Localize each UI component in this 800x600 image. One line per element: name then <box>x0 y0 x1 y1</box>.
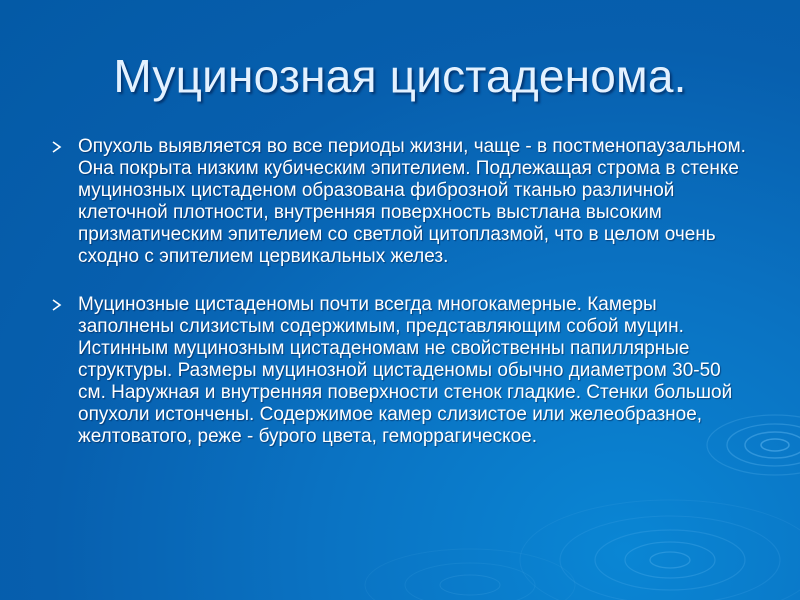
list-item <box>48 294 748 448</box>
slide-title: Муцинозная цистаденома. <box>113 50 687 102</box>
bullet-text: Опухоль выявляется во все периоды жизни, чаще - в постменопаузальном. Она покрыта низким кубическим эпителием. Подлежащая строма в стенке муцинозных цистаденом образована фиброзной тканью различной клеточной плотности, внутренняя поверхность выстлана высоким призматическим эпителием со светлой цитоплазмой, что в целом очень сходно с эпителием цервикальных желез. <box>78 136 746 267</box>
arrowhead-bullet-icon <box>48 136 78 153</box>
arrowhead-bullet-icon <box>48 294 78 311</box>
list-item <box>48 136 748 268</box>
bullet-list <box>48 136 748 474</box>
bullet-text: Муцинозные цистаденомы почти всегда многокамерные. Камеры заполнены слизистым содержимым, представляющим собой муцин. Истинным муцинозным цистаденомам не свойственны папиллярные структуры. Размеры муцинозной цистаденомы обычно диаметром 30-50 см. Наружная и внутренняя поверхности стенок гладкие. Стенки большой опухоли истончены. Содержимое камер слизистое или желеобразное, желтоватого, реже - бурого цвета, геморрагическое. <box>78 294 733 447</box>
